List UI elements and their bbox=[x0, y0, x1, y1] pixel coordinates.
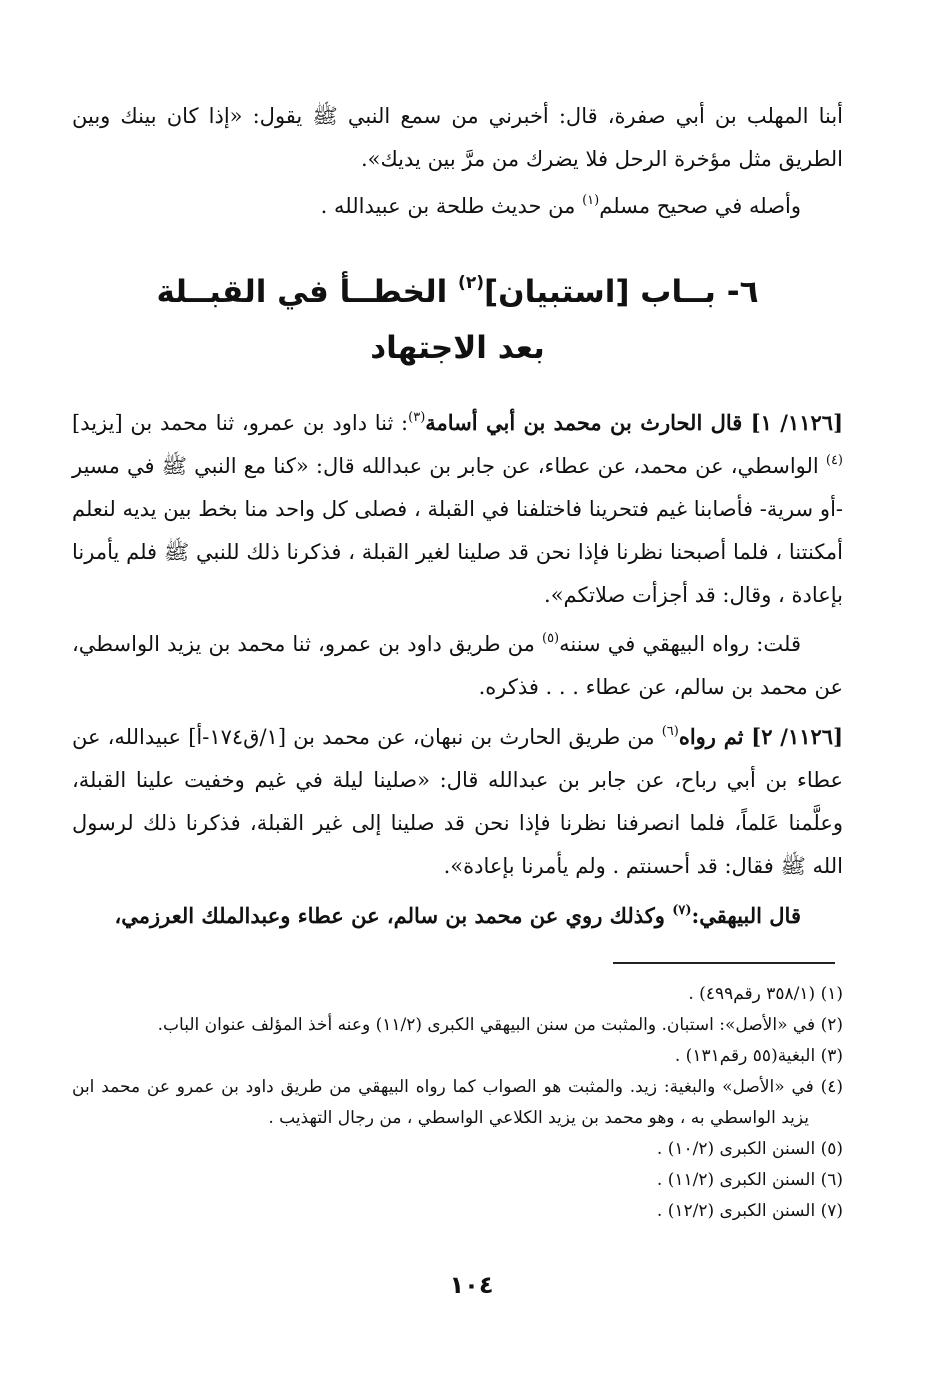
footnote-6: (٦) السنن الكبرى (١١/٢) . bbox=[656, 1170, 843, 1190]
footnote-ref-2[interactable]: (٢) bbox=[458, 273, 484, 293]
footnote-7: (٧) السنن الكبرى (١٢/٢) . bbox=[656, 1201, 843, 1221]
hadith-narrator: قال الحارث بن محمد بن أبي أسامة bbox=[425, 410, 751, 435]
footnote-ref-5[interactable]: (٥) bbox=[541, 631, 560, 646]
footnote-2: (٢) في «الأصل»: استبان. والمثبت من سنن البيهقي الكبرى (١١/٢) وعنه أخذ المؤلف عنوان الباب. bbox=[157, 1015, 843, 1035]
footnotes bbox=[72, 979, 843, 1227]
paragraph-muslim-origin: وأصله في صحيح مسلم$^{(١)}$ من حديث طلحة بن عبيدالله . bbox=[320, 193, 801, 218]
chapter-heading-line-1: ٦- بــاب [استبيان]$^{(٢)}$ الخطــأ في القبــلة bbox=[156, 273, 759, 310]
footnote-ref-7[interactable]: (٧) bbox=[672, 903, 692, 918]
paragraph-continued: أبنا المهلب بن أبي صفرة، قال: أخبرني من سمع النبي ﷺ يقول: «إذا كان بينك وبين الطريق مثل مؤخرة الرحل فلا يضرك من مرَّ بين يديك». bbox=[72, 104, 843, 171]
footnote-ref-3[interactable]: (٣) bbox=[408, 410, 426, 425]
footnote-ref-6[interactable]: (٦) bbox=[661, 724, 679, 739]
hadith-number: [١١٢٦/ ٢] bbox=[751, 724, 843, 749]
baihaqi-paragraph: قال البيهقي:$^{(٧)}$ وكذلك روي عن محمد بن سالم، عن عطاء وعبدالملك العرزمي، bbox=[114, 903, 801, 928]
comment-paragraph: قلت: رواه البيهقي في سننه$^{(٥)}$ من طريق داود بن عمرو، ثنا محمد بن يزيد الواسطي، عن محمد بن سالم، عن عطاء . . . فذكره. bbox=[72, 631, 843, 699]
footnote-ref-1[interactable]: (١) bbox=[582, 193, 600, 208]
footnote-3: (٣) البغية(٥٥ رقم١٣١) . bbox=[674, 1046, 843, 1066]
continued-text bbox=[72, 95, 843, 228]
chapter-heading bbox=[72, 264, 843, 376]
chapter-heading-line-2: بعد الاجتهاد bbox=[370, 330, 545, 366]
footnote-ref-4[interactable]: (٤) bbox=[825, 453, 843, 468]
footnote-4: (٤) في «الأصل» والبغية: زيد. والمثبت هو الصواب كما رواه البيهقي من طريق داود بن عمرو عن محمد ابن يزيد الواسطي به ، وهو محمد بن يزيد الكلاعي الواسطي ، من رجال التهذيب . bbox=[72, 1077, 843, 1128]
footnote-1: (١) (٣٥٨/١ رقم٤٩٩) . bbox=[688, 984, 843, 1004]
main-text bbox=[72, 401, 843, 937]
hadith-1126-1: [١١٢٦/ ١] قال الحارث بن محمد بن أبي أسامة$^{(٣)}$: ثنا داود بن عمرو، ثنا محمد بن [يزيد]$^{(٤)}$ الواسطي، عن محمد، عن عطاء، عن جابر بن عبدالله قال: «كنا مع النبي ﷺ في مسير -أو سرية- فأصابنا غيم فتحرينا فاختلفنا في القبلة ، فصلى كل واحد منا بخط بين يديه لنعلم أمكنتنا ، فلما أصبحنا نظرنا فإذا نحن قد صلينا لغير القبلة ، فذكرنا ذلك للنبي ﷺ فلم يأمرنا بإعادة ، وقال: قد أجزأت صلاتكم». bbox=[72, 410, 843, 607]
footnote-5: (٥) السنن الكبرى (١٠/٢) . bbox=[656, 1139, 843, 1159]
hadith-number: [١١٢٦/ ١] bbox=[750, 410, 843, 435]
hadith-1126-2: [١١٢٦/ ٢] ثم رواه$^{(٦)}$ من طريق الحارث بن نبهان، عن محمد بن [١/ق١٧٤-أ] عبيدالله، عن عطاء بن أبي رباح، عن جابر بن عبدالله قال: «صلينا ليلة في غيم وخفيت علينا القبلة، وعلَّمنا عَلماً، فلما انصرفنا نظرنا فإذا نحن قد صلينا إلى غير القبلة، فذكرنا ذلك لرسول الله ﷺ فقال: قد أحسنتم . ولم يأمرنا بإعادة». bbox=[72, 724, 843, 878]
page-number: ١٠٤ bbox=[449, 1271, 494, 1299]
footnote-separator bbox=[613, 962, 835, 964]
